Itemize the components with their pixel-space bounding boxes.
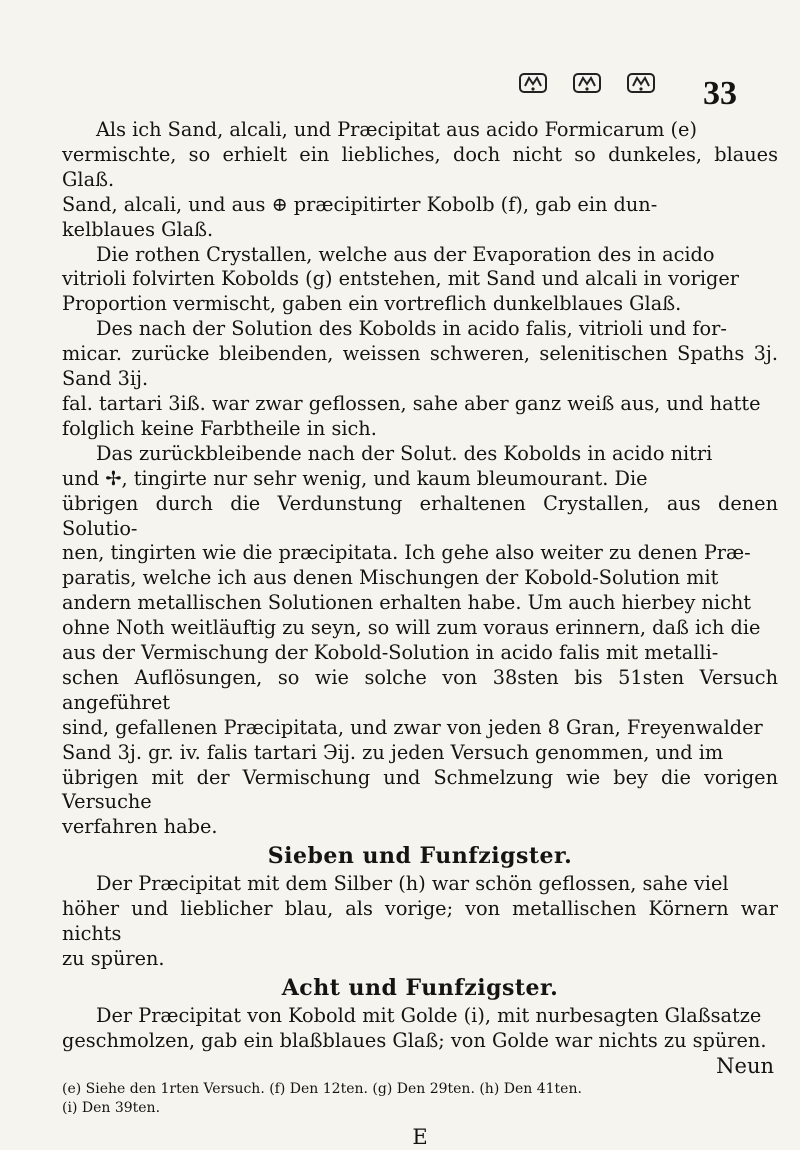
paragraph-1: Als ich Sand, alcali, und Præcipitat aus acido Formicarum (e) vermischte, so erhielt ein liebliches, doch nicht so dunkeles, blaues Glaß. Sand, alcali, und aus ⊕ præcipitirter Kobolb (f), gab ein dun- kelblaues Glaß.: [62, 118, 778, 241]
paragraph-57: Der Præcipitat mit dem Silber (h) war schön geflossen, sahe viel höher und lieblicher blau, als vorige; von metallischen Körnern war nichts zu spüren.: [62, 872, 778, 970]
header-ornaments: [518, 70, 656, 96]
footnotes: (e) Siehe den 1rten Versuch. (f) Den 12ten. (g) Den 29ten. (h) Den 41ten. (i) Den 39ten.: [62, 1080, 582, 1116]
body-text: [62, 118, 778, 1150]
paragraph-58: Der Præcipitat von Kobold mit Golde (i), mit nurbesagten Glaßsatze geschmolzen, gab ein blaßblaues Glaß; von Golde war nichts zu spüren.: [62, 1003, 767, 1052]
mineral-sign-icon: [626, 70, 656, 96]
section-heading-58: Acht und Funfzigster.: [281, 974, 559, 1001]
paragraph-3: Des nach der Solution des Kobolds in acido falis, vitrioli und for- micar. zurücke bleibenden, weissen schweren, selenitischen Spaths 3j. Sand 3ij. fal. tartari 3iß. war zwar geflossen, sahe aber ganz weiß aus, und hatte folglich keine Farbtheile in sich.: [62, 317, 778, 440]
paragraph-4: Das zurückbleibende nach der Solut. des Kobolds in acido nitri und ✢, tingirte nur sehr wenig, und kaum bleumourant. Die übrigen durch die Verdunstung erhaltenen Crystallen, aus denen Solutio- nen, tingirten wie die præcipitata. Ich gehe also weiter zu denen Præ- paratis, welche ich aus denen Mischungen der Kobold-Solution mit andern metallischen Solutionen erhalten habe. Um auch hierbey nicht ohne Noth weitläuftig zu seyn, so will zum voraus erinnern, daß ich die aus der Vermischung der Kobold-Solution in acido falis mit metalli- schen Auflösungen, so wie solche von 38sten bis 51sten Versuch angeführet sind, gefallenen Præcipitata, und zwar von jeden 8 Gran, Freyenwalder Sand 3j. gr. iv. falis tartari Эij. zu jeden Versuch genommen, und im übrigen mit der Vermischung und Schmelzung wie bey die vorigen Versuche verfahren habe.: [62, 441, 778, 839]
paragraph-2: Die rothen Crystallen, welche aus der Evaporation des in acido vitrioli folvirten Kobolds (g) entstehen, mit Sand und alcali in voriger Proportion vermischt, gaben ein vortreflich dunkelblaues Glaß.: [62, 242, 739, 316]
signature-mark: E: [412, 1124, 428, 1149]
mineral-sign-icon: [572, 70, 602, 96]
page-number: 33: [703, 75, 737, 112]
mineral-sign-icon: [518, 70, 548, 96]
catchword: Neun: [716, 1053, 774, 1078]
section-heading-57: Sieben und Funfzigster.: [267, 843, 573, 870]
